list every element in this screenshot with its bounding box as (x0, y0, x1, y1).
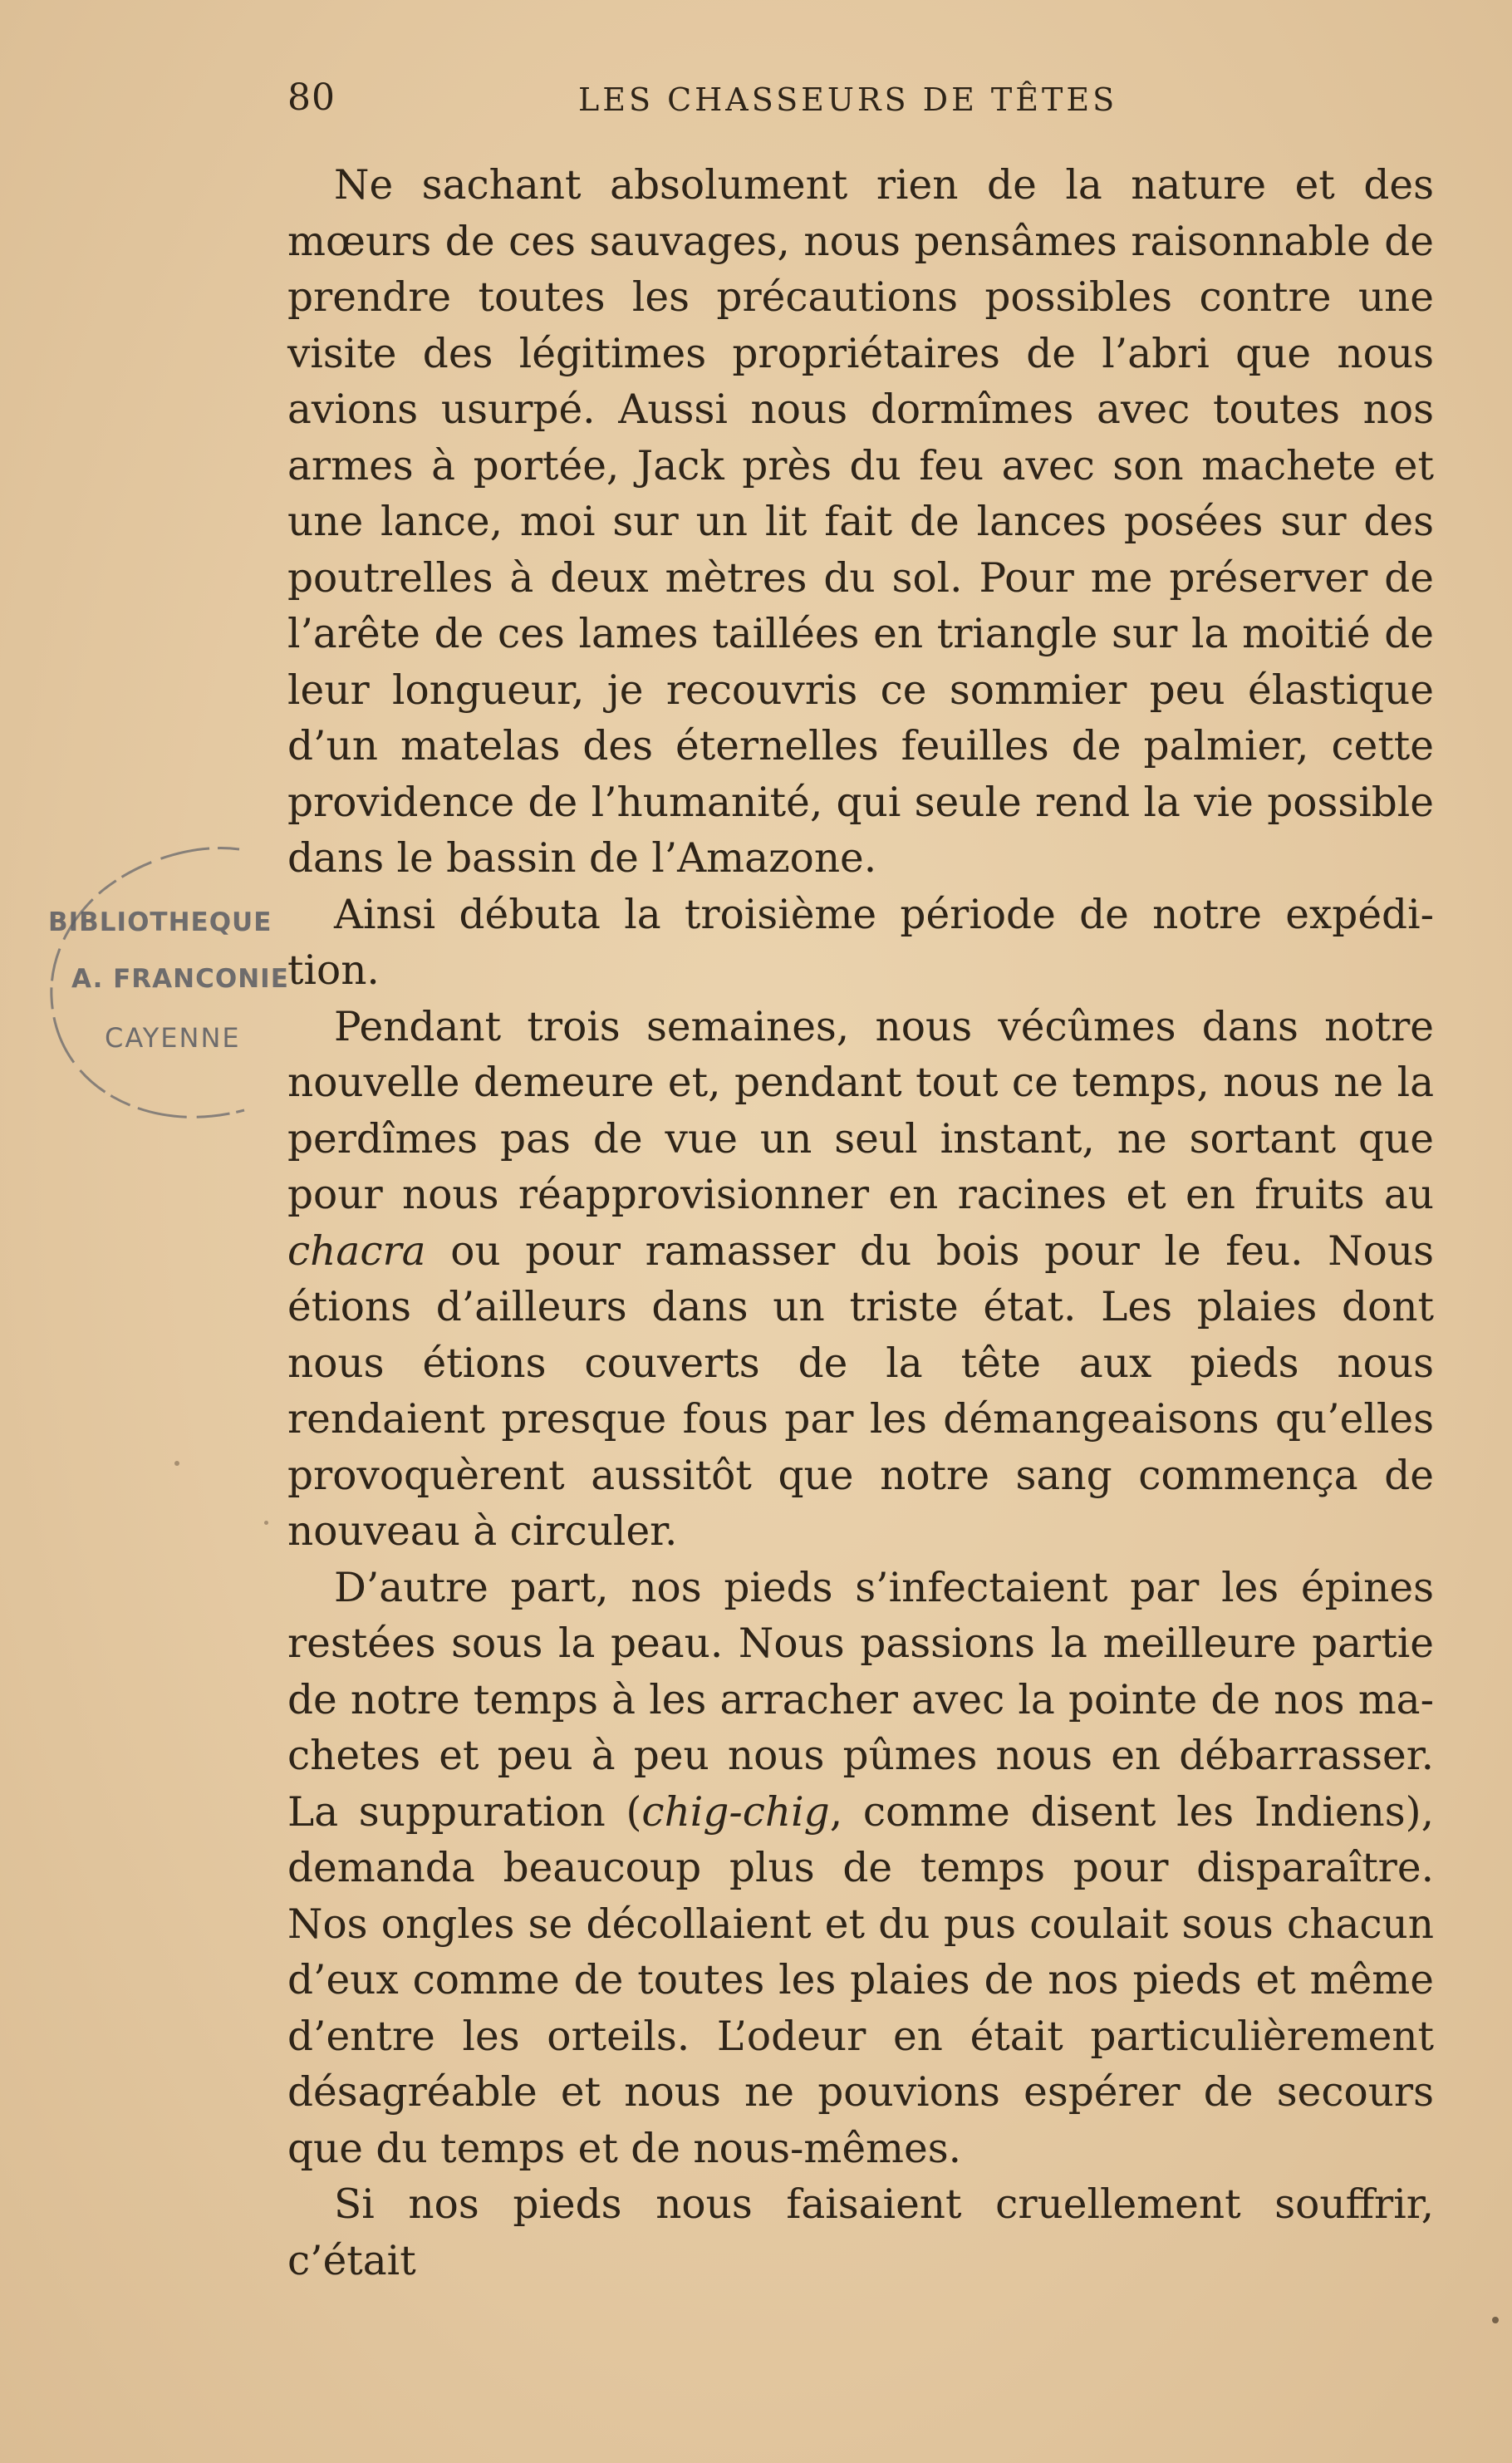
stamp-text-library: BIBLIOTHEQUE (48, 907, 272, 937)
running-title: LES CHASSEURS DE TÊTES (578, 81, 1118, 118)
paragraph-5: Si nos pieds nous faisaient cruellement souffrir, c’était (287, 2181, 1434, 2284)
running-head (287, 76, 1434, 126)
paragraph-4-part-a: D’autre part, nos pieds s’infectaient par les épines restées sous la peau. Nous passions la meilleure partie de notre temps à les arracher avec la pointe de nos machetes et peu à peu nous pûmes nous en débarrasser. La suppuration ( (287, 1564, 1434, 1836)
paragraph-2: Ainsi débuta la troisième période de notre expédition. (287, 891, 1434, 994)
paragraph-1: Ne sachant absolument rien de la nature et des mœurs de ces sauvages, nous pensâmes raisonnable de prendre toutes les précautions possibles contre une visite des légitimes propriétaires de l’abri que nous avions usurpé. Aussi nous dormîmes avec toutes nos armes à portée, Jack près du feu avec son machete et une lance, moi sur un lit fait de lances posées sur des poutrelles à deux mètres du sol. Pour me préserver de l’arête de ces lames taillées en triangle sur la moitié de leur longueur, je recouvris ce sommier peu élastique d’un matelas des éternelles feuilles de palmier, cette providence de l’humanité, qui seule rend la vie possible dans le bassin de l’Amazone. (287, 162, 1434, 882)
stamp-text-cayenne: CAYENNE (105, 1022, 241, 1054)
paper-speck (264, 1521, 268, 1525)
paragraph-4 (287, 1561, 1434, 2178)
paper-speck (174, 1461, 179, 1466)
page-number: 80 (287, 76, 336, 119)
body-text (287, 158, 1434, 2289)
paragraph-3-part-a: Pendant trois semaines, nous vécûmes dans notre nouvelle demeure et, pendant tout ce temps, nous ne la perdîmes pas de vue un seul instant, ne sortant que pour nous réapprovisionner en racines et en fruits au (287, 1003, 1434, 1218)
paragraph-3 (287, 1000, 1434, 1561)
paper-speck (1492, 2317, 1499, 2323)
paragraph-4-part-b: , comme disent les Indiens), demanda beaucoup plus de temps pour disparaître. Nos ongles se décollaient et du pus coulait sous chacun d’eux comme de toutes les plaies de nos pieds et même d’entre les orteils. L’odeur en était particulièrement désagréable et nous ne pouvions espérer de secours que du temps et de nous-mêmes. (287, 1788, 1434, 2172)
stamp-text-franconie: A. FRANCONIE (71, 964, 289, 994)
library-stamp (32, 831, 331, 1147)
paragraph-3-italic-term: chacra (287, 1227, 426, 1275)
stamp-ring (32, 831, 331, 1147)
paragraph-3-part-b: ou pour ramasser du bois pour le feu. Nous étions d’ailleurs dans un triste état. Les plaies dont nous étions couverts de la tête aux pieds nous rendaient presque fous par les démangeaisons qu’elles provoquèrent aussitôt que notre sang commença de nouveau à circuler. (287, 1227, 1434, 1555)
paragraph-4-italic-term: chig-chig (641, 1788, 830, 1836)
